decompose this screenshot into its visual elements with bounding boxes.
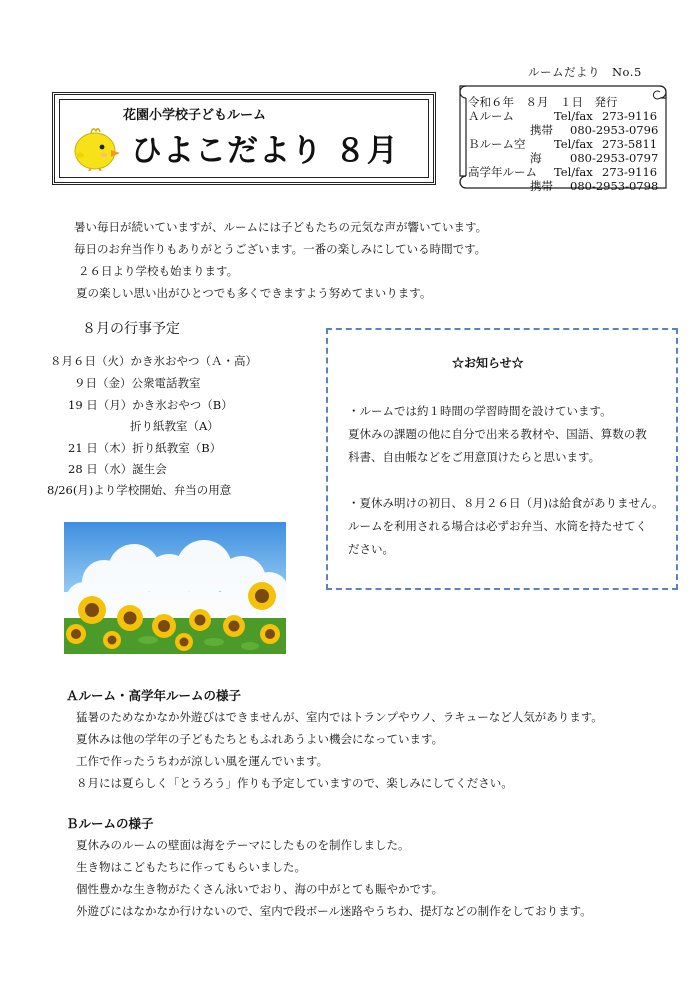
schedule-item: 28 日（水）誕生会 xyxy=(68,462,167,476)
notice-body xyxy=(348,400,668,561)
notice-line xyxy=(348,469,668,492)
contact-tel: 080-2953-0796 xyxy=(570,123,659,137)
section-line: 外遊びにはなかなか行けないので、室内で段ボール迷路やうちわ、提灯などの制作をしております。 xyxy=(76,904,592,918)
contact-sub: Tel/fax xyxy=(554,109,593,123)
intro-text xyxy=(60,216,660,304)
contact-sub: 携帯 xyxy=(530,123,553,137)
contact-scroll xyxy=(452,80,672,194)
contact-tel: 273-9116 xyxy=(602,165,658,179)
notice-line: 科書、自由帳などをご用意頂けたらと思います。 xyxy=(348,450,601,464)
notice-title: ☆お知らせ☆ xyxy=(452,356,524,370)
schedule-item: ８月６日（火）かき氷おやつ（Ａ・高） xyxy=(50,354,257,368)
notice-line: ルームを利用される場合は必ずお弁当、水筒を持たせてく xyxy=(348,519,647,533)
contact-label: 高学年ルーム xyxy=(468,165,537,179)
contact-list xyxy=(468,109,668,193)
schedule-item: 折り紙教室（A） xyxy=(130,419,219,433)
contact-sub: 携帯 xyxy=(530,179,553,193)
section-a-body xyxy=(76,706,676,794)
contact-tel: 273-5811 xyxy=(602,137,658,151)
issue-number: ルームだより No.5 xyxy=(528,65,642,79)
contact-sub: 海 xyxy=(530,151,542,165)
notice-line: ださい。 xyxy=(348,542,394,556)
schedule-item: ９日（金）公衆電話教室 xyxy=(74,376,201,390)
contact-label: Ａルーム xyxy=(468,109,514,123)
issue-date: 令和６年 ８月 １日 発行 xyxy=(468,95,618,109)
intro-line: 毎日のお弁当作りもありがとうございます。一番の楽しみにしている時間です。 xyxy=(74,242,487,256)
section-b-body xyxy=(76,834,676,922)
section-line: 夏休みは他の学年の子どもたちともふれあうよい機会になっています。 xyxy=(76,732,444,746)
section-line: ８月には夏らしく「とうろう」作りも予定していますので、楽しみにしてください。 xyxy=(76,776,513,790)
notice-box xyxy=(326,328,678,590)
contact-sub: Tel/fax xyxy=(554,165,593,179)
schedule-title: ８月の行事予定 xyxy=(82,321,180,337)
section-line: 個性豊かな生き物がたくさん泳いでおり、海の中がとても賑やかです。 xyxy=(76,882,444,896)
banner-subtitle: 花園小学校子どもルーム xyxy=(123,108,267,123)
contact-tel: 080-2953-0797 xyxy=(570,151,659,165)
section-line: 工作で作ったうちわが涼しい風を運んでいます。 xyxy=(76,754,329,768)
banner-title: ひよこだより ８月 xyxy=(131,133,399,169)
schedule-item: 19 日（月）かき氷おやつ（B） xyxy=(68,398,233,412)
notice-line: 夏休みの課題の他に自分で出来る教材や、国語、算数の教 xyxy=(348,427,647,441)
schedule-item: 8/26(月)より学校開始、弁当の用意 xyxy=(47,483,232,497)
section-b-title: Ｂルームの様子 xyxy=(66,816,154,831)
title-banner xyxy=(52,92,436,185)
intro-line: ２６日より学校も始まります。 xyxy=(78,264,239,278)
chick-icon xyxy=(69,125,121,171)
contact-tel: 080-2953-0798 xyxy=(570,179,659,193)
section-line: 夏休みのルームの壁面は海をテーマにしたものを制作しました。 xyxy=(76,838,410,852)
contact-label: Ｂルーム空 xyxy=(468,137,526,151)
section-a-title: Ａルーム・高学年ルームの様子 xyxy=(66,688,242,703)
intro-line: 夏の楽しい思い出がひとつでも多くできますよう努めてまいります。 xyxy=(76,286,432,300)
section-line: 生き物はこどもたちに作ってもらいました。 xyxy=(76,860,306,874)
intro-line: 暑い毎日が続いていますが、ルームには子どもたちの元気な声が響いています。 xyxy=(74,220,488,234)
schedule-item: 21 日（木）折り紙教室（B） xyxy=(68,441,222,455)
contact-tel: 273-9116 xyxy=(602,109,658,123)
notice-line: ・夏休み明けの初日、８月２６日（月)は給食がありません。 xyxy=(348,496,664,510)
notice-line: ・ルームでは約１時間の学習時間を設けています。 xyxy=(348,404,612,418)
section-line: 猛暑のためなかなか外遊びはできませんが、室内ではトランプやウノ、ラキューなど人気があります。 xyxy=(76,710,603,724)
contact-sub: Tel/fax xyxy=(554,137,593,151)
sunflower-illustration xyxy=(64,522,286,654)
